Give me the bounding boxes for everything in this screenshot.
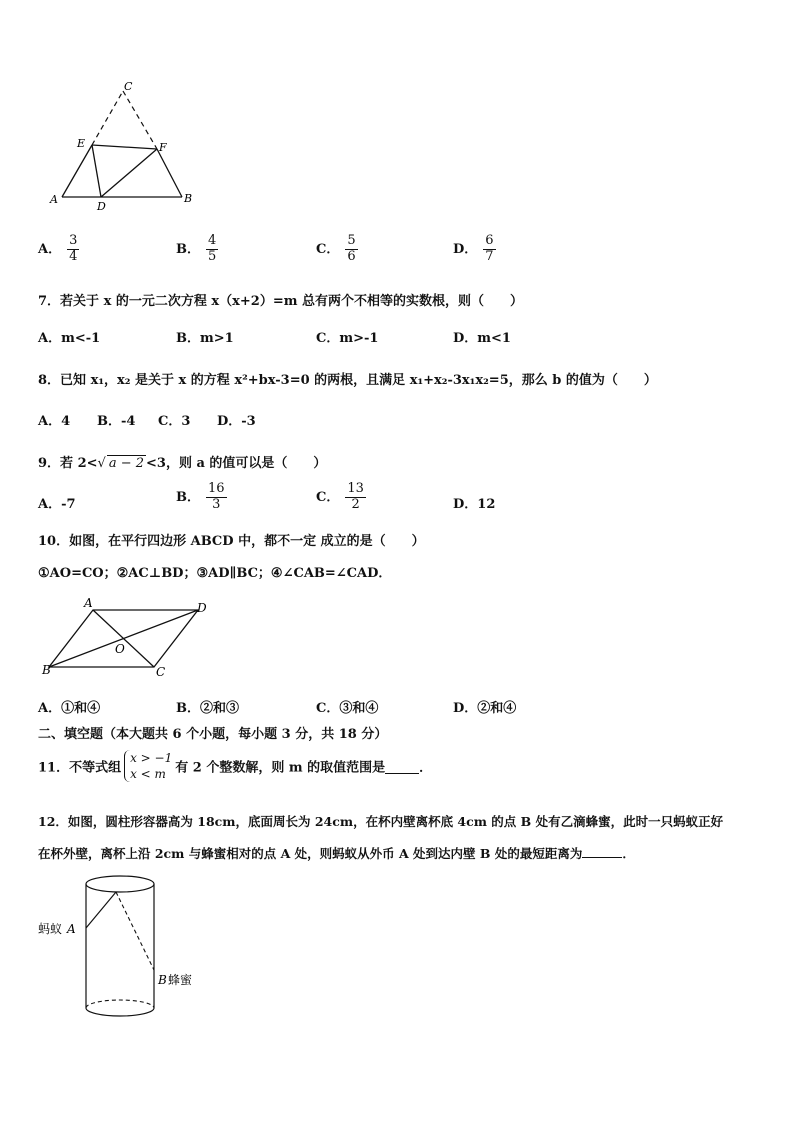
- label-e: E: [77, 137, 86, 150]
- q7-option-a[interactable]: A．m<-1: [38, 331, 101, 346]
- label-c: C: [124, 80, 133, 93]
- q6-option-a[interactable]: A． $\frac{3}{4}$: [38, 233, 78, 264]
- label-a: A: [84, 596, 93, 610]
- dashed-cf: [123, 91, 157, 149]
- q8-stem: 8．已知 x₁，x₂ 是关于 x 的方程 x²+bx-3=0 的两根，且满足 x₁+x₂-3x₁x₂=5，那么 b 的值为（ ）: [38, 373, 657, 388]
- section-heading: 二、填空题（本大题共 6 个小题，每小题 3 分，共 18 分）: [38, 727, 388, 742]
- inequality-system: x > −1 x < m: [124, 750, 172, 782]
- label-b: B: [42, 663, 51, 677]
- q10-stem: 10．如图，在平行四边形 ABCD 中，都不一定 成立的是（ ）: [38, 534, 425, 549]
- label-d: D: [197, 601, 207, 615]
- path-rim-to-b: [116, 892, 154, 970]
- q12-answer-blank[interactable]: [582, 845, 622, 858]
- cylinder-bottom-back: [86, 1000, 154, 1008]
- q10-option-d[interactable]: D．②和④: [453, 701, 517, 716]
- q12-cylinder-figure: [34, 870, 214, 1030]
- q7-option-d[interactable]: D．m<1: [453, 331, 511, 346]
- path-a-to-rim: [86, 892, 116, 928]
- q8-option-b[interactable]: B．-4: [97, 414, 136, 429]
- q10-parallelogram-figure: [36, 594, 226, 682]
- q6-triangle-figure: [40, 75, 200, 215]
- side-ae: [62, 145, 92, 197]
- q11-answer-blank[interactable]: [385, 759, 419, 774]
- q9-option-c[interactable]: C． $\frac{13}{2}$: [316, 481, 364, 512]
- q7-option-b[interactable]: B．m>1: [176, 331, 234, 346]
- q6-option-b[interactable]: B． $\frac{4}{5}$: [176, 233, 217, 264]
- label-b: B: [158, 973, 167, 987]
- q10-option-a[interactable]: A．①和④: [38, 701, 101, 716]
- q7-stem: 7．若关于 x 的一元二次方程 x（x+2）=m 总有两个不相等的实数根，则（ ）: [38, 294, 523, 309]
- q10-option-b[interactable]: B．②和③: [176, 701, 239, 716]
- q12-line1: 12．如图，圆柱形容器高为 18cm，底面周长为 24cm，在杯内壁离杯底 4cm 的点 B 处有乙滴蜂蜜，此时一只蚂蚁正好: [38, 814, 724, 829]
- q9-stem: 9．若 2<√ a − 2 <3，则 a 的值可以是（ ）: [38, 456, 327, 471]
- q9-option-a[interactable]: A．-7: [38, 497, 76, 512]
- label-a: A: [67, 922, 76, 936]
- q9-radicand: a − 2: [108, 456, 144, 471]
- q10-statements: ①AO=CO；②AC⊥BD；③AD∥BC；④∠CAB=∠CAD．: [38, 566, 392, 581]
- q8-option-d[interactable]: D．-3: [217, 414, 256, 429]
- label-b: B: [184, 192, 193, 205]
- q9-option-d[interactable]: D．12: [453, 497, 496, 512]
- label-c: C: [156, 665, 166, 679]
- segment-ef: [92, 145, 157, 149]
- side-fb: [157, 149, 182, 197]
- q6-option-c[interactable]: C． $\frac{5}{6}$: [316, 233, 356, 264]
- cylinder-bottom-front: [86, 1008, 154, 1016]
- q8-option-c[interactable]: C．3: [158, 414, 191, 429]
- q6-option-d[interactable]: D． $\frac{6}{7}$: [453, 233, 494, 264]
- dashed-ec: [92, 91, 123, 145]
- label-o: O: [115, 642, 125, 656]
- q7-option-c[interactable]: C．m>-1: [316, 331, 379, 346]
- label-honey: 蜂蜜: [168, 973, 193, 987]
- q10-option-c[interactable]: C．③和④: [316, 701, 379, 716]
- segment-ed: [92, 145, 101, 197]
- label-d: D: [97, 200, 106, 213]
- label-ant: 蚂蚁: [38, 922, 63, 936]
- q12-line2: 在杯外壁，离杯上沿 2cm 与蜂蜜相对的点 A 处，则蚂蚁从外币 A 处到达内壁 B 处的最短距离为 ．: [38, 846, 635, 861]
- q9-option-b[interactable]: B． $\frac{16}{3}$: [176, 481, 225, 512]
- label-a: A: [50, 193, 58, 206]
- q11-stem: 11．不等式组 x > −1 x < m 有 2 个整数解，则 m 的取值范围是 ．: [38, 751, 433, 782]
- segment-df: [101, 149, 157, 197]
- label-f: F: [159, 141, 167, 154]
- cylinder-top: [86, 876, 154, 892]
- q8-option-a[interactable]: A．4: [38, 414, 71, 429]
